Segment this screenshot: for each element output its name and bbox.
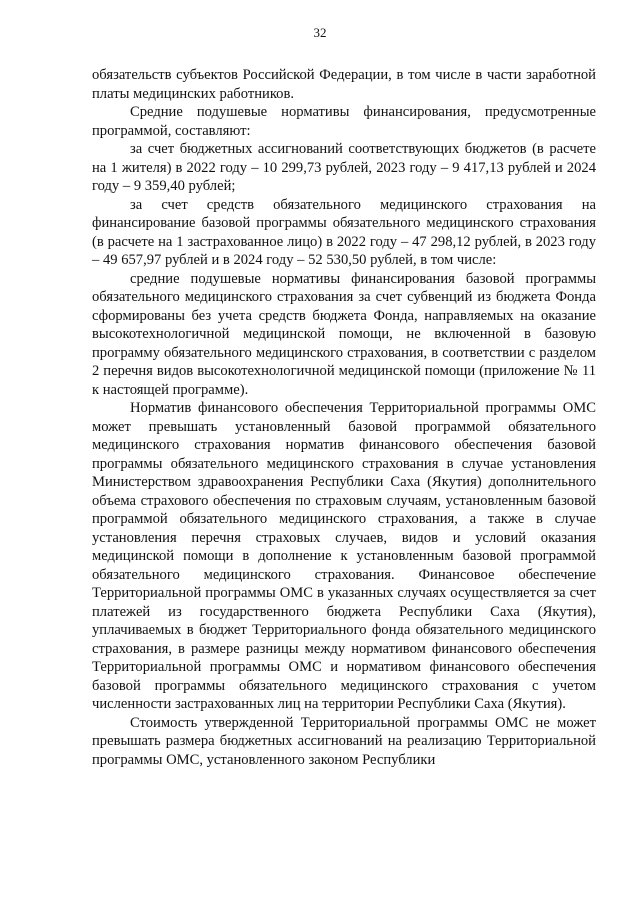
paragraph-program-cost: Стоимость утвержденной Территориальной программы ОМС не может превышать размера бюджетных ассигнований на реализацию Территориальной программы ОМС, установленного законом Республики: [92, 714, 596, 768]
page-number: 32: [313, 25, 327, 40]
paragraph-continuation: обязательств субъектов Российской Федерации, в том числе в части заработной платы медицинских работников.: [92, 67, 596, 102]
paragraph-subvention-norms: средние подушевые нормативы финансирования базовой программы обязательного медицинского страхования за счет субвенций из бюджета Фонда сформированы без учета средств бюджета Фонда, направляемых на оказание высокотехнологичной медицинской помощи, не включенной в базовую программу обязательного медицинского страхования, в соответствии с разделом 2 перечня видов высокотехнологичной медицинской помощи (приложение № 11 к настоящей программе).: [92, 270, 596, 398]
paragraph-oms-funds: за счет средств обязательного медицинского страхования на финансирование базовой программы обязательного медицинского страхования (в расчете на 1 застрахованное лицо) в 2022 году – 47 298,12 рублей, в 2023 году – 49 657,97 рублей и в 2024 году – 52 530,50 рублей, в том числе:: [92, 196, 596, 268]
paragraph-budget-allocations: за счет бюджетных ассигнований соответствующих бюджетов (в расчете на 1 жителя) в 2022 году – 10 299,73 рублей, 2023 году – 9 417,13 рублей и 2024 году – 9 359,40 рублей;: [92, 141, 596, 194]
paragraph-norms-intro: Средние подушевые нормативы финансирования, предусмотренные программой, составляют:: [92, 104, 596, 139]
paragraph-territorial-norm: Норматив финансового обеспечения Территориальной программы ОМС может превышать установленный базовой программой обязательного медицинского страхования норматив финансового обеспечения базовой программы обязательного медицинского страхования в случае установления Министерством здравоохранения Республики Саха (Якутия) дополнительного объема страхового обеспечения по страховым случаям, установленным базовой программой обязательного медицинского страхования, а также в случае установления перечня страховых случаев, видов и условий оказания медицинской помощи в дополнение к установленным базовой программой обязательного медицинского страхования. Финансовое обеспечение Территориальной программы ОМС в указанных случаях осуществляется за счет платежей из государственного бюджета Республики Саха (Якутия), уплачиваемых в бюджет Территориального фонда обязательного медицинского страхования, в размере разницы между нормативом финансового обеспечения Территориальной программы ОМС и нормативом финансового обеспечения базовой программы обязательного медицинского страхования с учетом численности застрахованных лиц на территории Республики Саха (Якутия).: [92, 400, 596, 712]
document-body: [92, 66, 596, 769]
